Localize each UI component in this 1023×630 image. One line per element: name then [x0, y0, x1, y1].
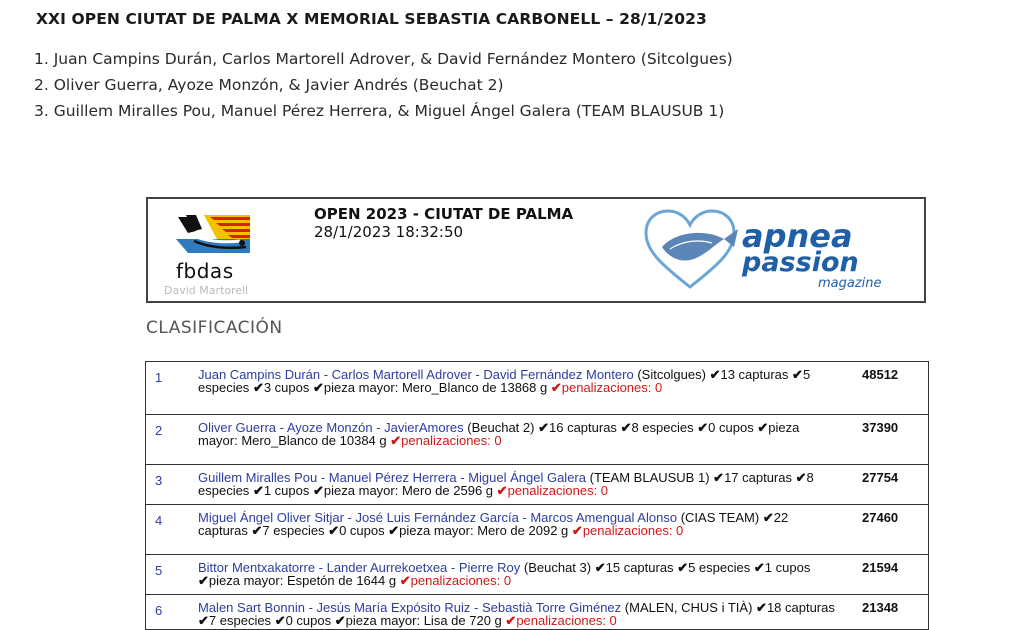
ranking-row: [146, 505, 928, 555]
check-icon: ✔: [328, 523, 340, 538]
pieza-mayor-stat: pieza mayor: Mero de 2596 g: [323, 483, 494, 498]
team-detail: [198, 368, 838, 394]
check-icon: ✔: [198, 573, 209, 588]
team-name: (TEAM BLAUSUB 1): [589, 470, 710, 485]
team-name: (Beuchat 3): [523, 560, 592, 575]
event-title: OPEN 2023 - CIUTAT DE PALMA: [314, 205, 574, 223]
team-score: 27460: [862, 510, 899, 525]
event-datetime: 28/1/2023 18:32:50: [314, 223, 464, 241]
especies-stat: 7 especies: [208, 613, 272, 628]
capturas-stat: 16 capturas: [549, 420, 617, 435]
pieza-mayor-stat: pieza mayor: Espetón de 1644 g: [208, 573, 397, 588]
pieza-mayor-stat: pieza mayor: Mero_Blanco de 13868 g: [323, 380, 548, 395]
rank-position: 6: [155, 603, 163, 618]
team-members-link: Juan Campins Durán - Carlos Martorell Adrover - David Fernández Montero: [198, 367, 634, 382]
cupos-stat: 0 cupos: [285, 613, 332, 628]
especies-stat: 8 especies: [631, 420, 694, 435]
ranking-row: [146, 555, 928, 595]
team-score: 48512: [862, 367, 899, 382]
apnea-passion-logo: [642, 207, 918, 293]
team-members-link: Guillem Miralles Pou - Manuel Pérez Herrera - Miguel Ángel Galera: [198, 470, 586, 485]
ranking-row: [146, 465, 928, 505]
cupos-stat: 3 cupos: [263, 380, 310, 395]
ranking-row: [146, 362, 928, 415]
check-icon: ✔: [677, 560, 689, 575]
capturas-stat: 22 capturas: [198, 510, 789, 538]
podium-item: 3. Guillem Miralles Pou, Manuel Pérez Herrera, & Miguel Ángel Galera (TEAM BLAUSUB 1): [34, 102, 725, 120]
federation-name: fbdas: [176, 259, 234, 283]
ranking-row: [146, 595, 928, 630]
penalties-stat: ✔penalizaciones: 0: [390, 433, 502, 448]
page-title: XXI OPEN CIUTAT DE PALMA X MEMORIAL SEBASTIA CARBONELL – 28/1/2023: [36, 10, 707, 28]
team-name: (MALEN, CHUS i TIÀ): [624, 600, 753, 615]
check-icon: ✔: [388, 523, 400, 538]
check-icon: ✔: [620, 420, 632, 435]
team-members-link: Bittor Mentxakatorre - Lander Aurrekoetxea - Pierre Roy: [198, 560, 521, 575]
pieza-mayor-stat: pieza mayor: Mero_Blanco de 10384 g: [198, 420, 800, 448]
results-report-header: [146, 197, 926, 303]
podium-item: 1. Juan Campins Durán, Carlos Martorell Adrover, & David Fernández Montero (Sitcolgues): [34, 50, 733, 68]
cupos-stat: 1 cupos: [764, 560, 811, 575]
rank-position: 5: [155, 563, 163, 578]
penalties-stat: ✔penalizaciones: 0: [550, 380, 663, 395]
check-icon: ✔: [571, 523, 583, 538]
check-icon: ✔: [795, 470, 807, 485]
logo-word-passion: passion: [742, 247, 859, 278]
check-icon: ✔: [762, 510, 774, 525]
rank-position: 2: [155, 423, 163, 438]
check-icon: ✔: [753, 560, 765, 575]
especies-stat: 7 especies: [262, 523, 325, 538]
capturas-stat: 17 capturas: [724, 470, 792, 485]
logo-word-apnea: apnea: [742, 217, 853, 255]
team-detail: [198, 471, 838, 497]
especies-stat: 8 especies: [198, 470, 814, 498]
watermark-text: David Martorell: [164, 284, 249, 297]
federation-emblem-icon: [174, 211, 252, 255]
check-icon: ✔: [713, 470, 725, 485]
pieza-mayor-stat: pieza mayor: Lisa de 720 g: [345, 613, 502, 628]
check-icon: ✔: [274, 613, 286, 628]
check-icon: ✔: [550, 380, 562, 395]
team-name: (Sitcolgues): [637, 367, 706, 382]
team-name: (CIAS TEAM): [680, 510, 760, 525]
team-score: 37390: [862, 420, 899, 435]
check-icon: ✔: [252, 483, 264, 498]
cupos-stat: 1 cupos: [263, 483, 310, 498]
check-icon: ✔: [399, 573, 411, 588]
check-icon: ✔: [496, 483, 508, 498]
cupos-stat: 0 cupos: [708, 420, 754, 435]
check-icon: ✔: [251, 523, 263, 538]
team-score: 21594: [862, 560, 899, 575]
section-title: CLASIFICACIÓN: [146, 318, 283, 338]
check-icon: ✔: [252, 380, 264, 395]
rank-position: 3: [155, 473, 163, 488]
check-icon: ✔: [313, 483, 324, 498]
podium-list: [34, 46, 733, 124]
team-members-link: Oliver Guerra - Ayoze Monzón - JavierAmores: [198, 420, 464, 435]
team-detail: [198, 601, 838, 627]
ranking-table: [145, 361, 929, 630]
pieza-mayor-stat: pieza mayor: Mero de 2092 g: [399, 523, 569, 538]
rank-position: 1: [155, 370, 163, 385]
fish-icon: [662, 233, 724, 261]
check-icon: ✔: [505, 613, 517, 628]
ranking-row: [146, 415, 928, 465]
team-score: 21348: [862, 600, 899, 615]
team-detail: [198, 561, 838, 587]
check-icon: ✔: [709, 367, 721, 382]
team-name: (Beuchat 2): [467, 420, 535, 435]
penalties-stat: ✔penalizaciones: 0: [399, 573, 512, 588]
check-icon: ✔: [390, 433, 402, 448]
penalties-stat: ✔penalizaciones: 0: [505, 613, 617, 628]
capturas-stat: 15 capturas: [605, 560, 674, 575]
check-icon: ✔: [756, 600, 767, 615]
team-score: 27754: [862, 470, 899, 485]
capturas-stat: 18 capturas: [766, 600, 835, 615]
cupos-stat: 0 cupos: [339, 523, 385, 538]
capturas-stat: 13 capturas: [720, 367, 789, 382]
team-members-link: Malen Sart Bonnin - Jesús María Expósito Ruiz - Sebastià Torre Giménez: [198, 600, 622, 615]
check-icon: ✔: [334, 613, 346, 628]
fbdas-logo: [156, 207, 276, 297]
check-icon: ✔: [757, 420, 769, 435]
check-icon: ✔: [594, 560, 606, 575]
check-icon: ✔: [313, 380, 324, 395]
rank-position: 4: [155, 513, 163, 528]
podium-item: 2. Oliver Guerra, Ayoze Monzón, & Javier Andrés (Beuchat 2): [34, 76, 504, 94]
logo-word-magazine: magazine: [818, 276, 882, 291]
check-icon: ✔: [198, 613, 209, 628]
check-icon: ✔: [538, 420, 549, 435]
especies-stat: 5 especies: [688, 560, 751, 575]
team-detail: [198, 421, 838, 447]
team-detail: [198, 511, 838, 537]
penalties-stat: ✔penalizaciones: 0: [571, 523, 684, 538]
especies-stat: 5 especies: [198, 367, 811, 395]
penalties-stat: ✔penalizaciones: 0: [496, 483, 609, 498]
check-icon: ✔: [792, 367, 803, 382]
check-icon: ✔: [697, 420, 709, 435]
team-members-link: Miguel Ángel Oliver Sitjar - José Luis Fernández García - Marcos Amengual Alonso: [198, 510, 678, 525]
